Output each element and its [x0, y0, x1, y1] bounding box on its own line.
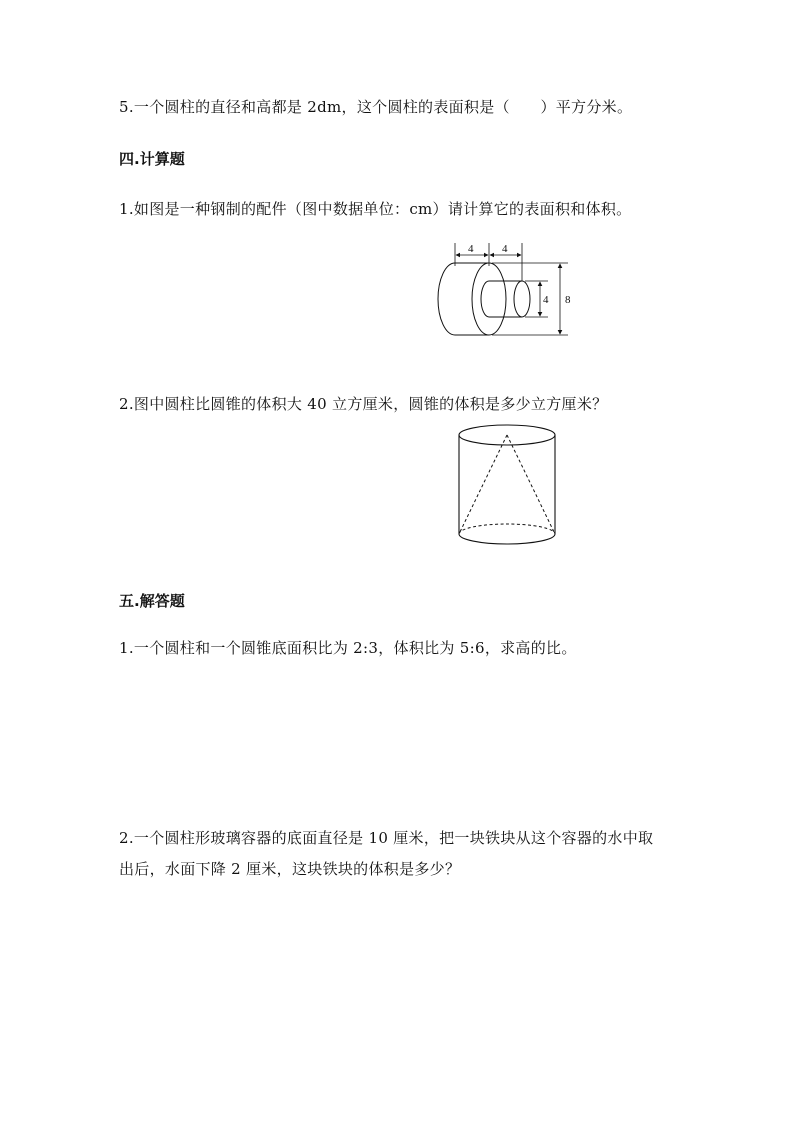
cone-outline	[459, 435, 555, 534]
section-5-question-2-line-1: 2.一个圆柱形玻璃容器的底面直径是 10 厘米，把一块铁块从这个容器的水中取	[119, 829, 654, 847]
section-5-question-1: 1.一个圆柱和一个圆锥底面积比为 2:3，体积比为 5:6，求高的比。	[119, 639, 577, 657]
dim-label-large-height: 8	[565, 294, 571, 306]
steel-part-figure	[430, 238, 590, 343]
dim-label-width-right: 4	[502, 243, 508, 255]
large-cylinder	[438, 263, 506, 335]
section-4-title: 四.计算题	[119, 150, 185, 168]
dim-label-small-height: 4	[543, 294, 549, 306]
section-4-question-1: 1.如图是一种钢制的配件（图中数据单位：cm）请计算它的表面积和体积。	[119, 200, 632, 218]
section-4-question-2: 2.图中圆柱比圆锥的体积大 40 立方厘米，圆锥的体积是多少立方厘米？	[119, 395, 608, 413]
cylinder-outline	[459, 425, 555, 544]
section-5-question-2-line-2: 出后，水面下降 2 厘米，这块铁块的体积是多少？	[119, 860, 461, 878]
question-5: 5.一个圆柱的直径和高都是 2dm，这个圆柱的表面积是（ ）平方分米。	[119, 98, 633, 116]
dim-label-width-left: 4	[468, 243, 474, 255]
cylinder-cone-figure	[452, 423, 562, 551]
section-5-title: 五.解答题	[119, 592, 185, 610]
